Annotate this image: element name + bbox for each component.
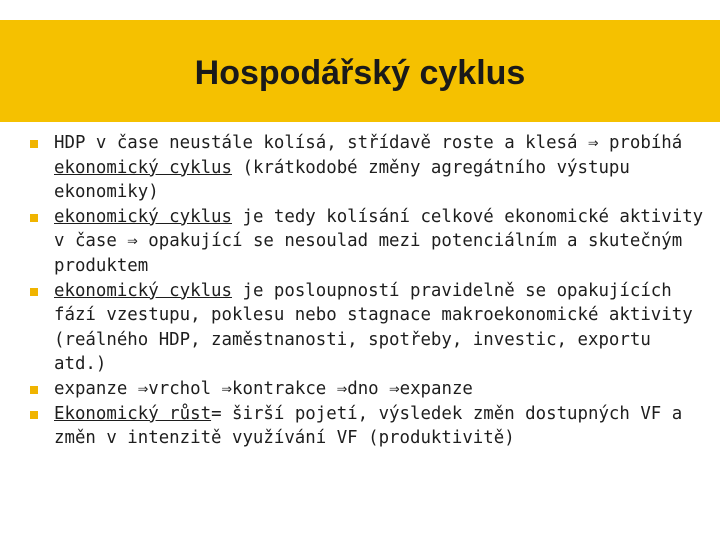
underlined-term: ekonomický cyklus <box>54 280 232 301</box>
text-segment: expanze <box>399 378 473 399</box>
text-segment: vrchol <box>148 378 222 399</box>
text-segment: expanze <box>54 378 138 399</box>
underlined-term: Ekonomický růst <box>54 403 212 424</box>
underlined-term: ekonomický cyklus <box>54 157 232 178</box>
bullet-item-cycle-phases <box>28 377 708 402</box>
bullet-item-economic-growth <box>28 402 708 451</box>
text-segment: opakující se nesoulad mezi potenciálním a skutečným produktem <box>54 231 683 276</box>
bullet-square-icon <box>30 140 38 148</box>
text-segment: dno <box>347 378 390 399</box>
bullet-item-phase-sequence <box>28 279 708 377</box>
text-segment: kontrakce <box>232 378 337 399</box>
implies-arrow-symbol: ⇒ <box>587 133 599 153</box>
implies-arrow-symbol: ⇒ <box>221 378 233 399</box>
bullet-item-hdp-fluctuation <box>28 131 708 205</box>
implies-arrow-symbol: ⇒ <box>389 378 400 399</box>
bullet-list <box>28 131 708 451</box>
bullet-square-icon <box>30 214 38 222</box>
bullet-square-icon <box>30 288 38 296</box>
text-segment: (krátkodobé změny agregátního výstupu ekonomiky) <box>54 157 630 203</box>
bullet-square-icon <box>30 411 38 419</box>
title-band <box>0 20 720 122</box>
slide-title: Hospodářský cyklus <box>194 53 526 92</box>
text-segment: probíhá <box>598 133 683 153</box>
bullet-square-icon <box>30 386 38 394</box>
text-segment: = širší pojetí, výsledek změn dostupných VF a změn v intenzitě využívání VF (produktivitě) <box>54 403 683 449</box>
text-segment: HDP v čase neustále kolísá, střídavě roste a klesá <box>54 133 588 153</box>
bullet-item-activity-fluctuation <box>28 205 708 279</box>
implies-arrow-symbol: ⇒ <box>137 378 149 399</box>
underlined-term: ekonomický cyklus <box>54 206 232 227</box>
implies-arrow-symbol: ⇒ <box>127 231 138 252</box>
text-segment: je posloupností pravidelně se opakujících fází vzestupu, poklesu nebo stagnace makroekonomické aktivity (reálného HDP, zaměstnanosti, spotřeby, investic, exportu atd.) <box>54 280 693 375</box>
text-segment: je tedy kolísání celkové ekonomické aktivity v čase <box>54 206 704 252</box>
implies-arrow-symbol: ⇒ <box>336 378 348 399</box>
